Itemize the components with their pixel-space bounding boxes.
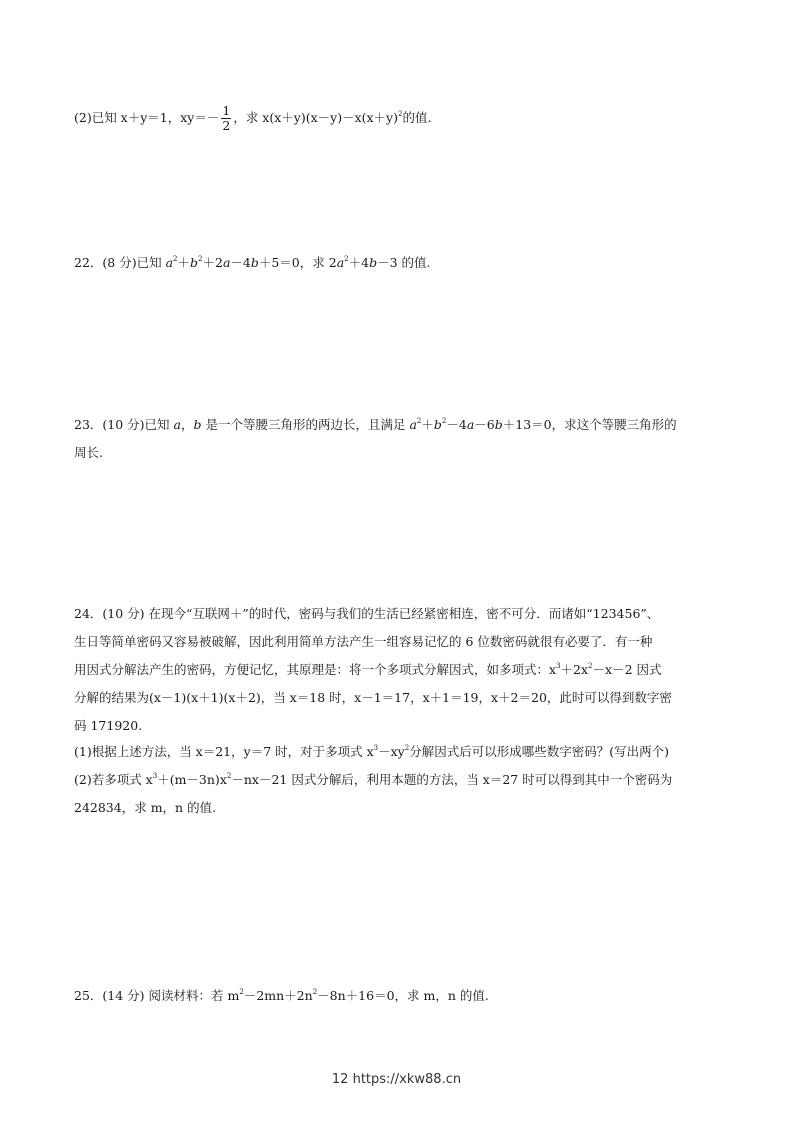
q24-text: ＋(m－3n)x	[157, 772, 227, 787]
var-b: b	[369, 255, 378, 270]
q25-text: －8n＋16＝0，求 m，n 的值.	[317, 988, 489, 1003]
q21p2-suffix-a: ，求 x(x＋y)(x－y)－x(x＋y)	[233, 110, 398, 125]
page-footer: 12 https://xkw88.cn	[331, 1072, 462, 1087]
superscript: 2	[416, 417, 422, 425]
q22-text: ＋2	[202, 255, 223, 270]
q23-text: ＋13＝0，求这个等腰三角形的	[502, 417, 677, 432]
q24-text: (1)根据上述方法，当 x＝21，y＝7 时，对于多项式 x	[74, 744, 374, 759]
question-21-part-2	[74, 104, 733, 133]
var-b: b	[494, 417, 503, 432]
question-24-line-1	[74, 605, 733, 623]
q22-head: 22．(8 分)已知	[74, 255, 166, 270]
superscript: 2	[226, 772, 232, 780]
q24-text: ＋2x	[560, 662, 589, 677]
q22-text: ＋5＝0，求 2	[258, 255, 337, 270]
var-a: a	[409, 417, 417, 432]
superscript: 2	[198, 255, 203, 263]
question-24-line-5	[74, 717, 733, 735]
superscript: 2	[588, 662, 593, 670]
q25-text: 25．(14 分) 阅读材料：若 m	[74, 988, 240, 1003]
q24-text: 242834，求 m，n 的值.	[74, 800, 217, 815]
q22-text: －4	[230, 255, 251, 270]
q24-text: 分解因式后可以形成哪些数字密码？(写出两个)	[409, 744, 669, 759]
q24-text: 24．(10 分) 在现今“互联网＋”的时代，密码与我们的生活已经紧密相连，密不可分．而诸如“123456”、	[74, 606, 660, 621]
var-a: a	[165, 255, 174, 270]
superscript: 2	[344, 255, 349, 263]
q23-text: －6	[474, 417, 495, 432]
question-24-part-2-line-2	[74, 799, 733, 817]
q24-text: 分解的结果为(x－1)(x＋1)(x＋2)，当 x＝18 时，x－1＝17，x＋1＝19，x＋2＝20，此时可以得到数字密	[74, 690, 672, 705]
q23-line2: 周长.	[74, 445, 103, 460]
superscript: 2	[441, 417, 447, 425]
question-24-part-2	[74, 771, 733, 789]
q22-text: －3 的值.	[377, 255, 431, 270]
question-24-line-4	[74, 689, 733, 707]
superscript: 2	[312, 988, 318, 996]
q22-text: ＋4	[348, 255, 370, 270]
question-24-part-1	[74, 743, 733, 761]
q23-text: ＋	[421, 417, 434, 432]
var-b: b	[250, 255, 259, 270]
q24-text: (2)若多项式 x	[74, 772, 153, 787]
var-a: a	[222, 255, 231, 270]
q24-text: 用因式分解法产生的密码，方便记忆，其原理是：将一个多项式分解因式，如多项式：x	[74, 662, 557, 677]
q24-text: －xy	[378, 744, 405, 759]
q24-text: 生日等简单密码又容易被破解，因此利用简单方法产生一组容易记忆的 6 位数密码就很有必要了．有一种	[74, 634, 653, 649]
q24-text: 码 171920.	[74, 718, 143, 733]
q24-text: －nx－21 因式分解后，利用本题的方法，当 x＝27 时可以得到其中一个密码为	[231, 772, 673, 787]
q22-text: ＋	[177, 255, 190, 270]
question-23-line-2	[74, 444, 733, 462]
q23-text: －4	[446, 417, 467, 432]
q24-text: －x－2 因式	[592, 662, 662, 677]
q25-text: －2mn＋2n	[243, 988, 313, 1003]
var-b: b	[190, 255, 199, 270]
q23-text: 是一个等腰三角形的两边长，且满足	[201, 417, 410, 432]
superscript: 2	[173, 255, 178, 263]
var-b: b	[433, 417, 442, 432]
question-22	[74, 254, 733, 272]
fraction-numerator: 1	[222, 103, 231, 118]
superscript: 3	[152, 772, 158, 780]
q21p2-suffix-b: 的值.	[402, 110, 432, 125]
var-a: a	[466, 417, 475, 432]
q23-head: 23．(10 分)已知	[74, 417, 174, 432]
question-23	[74, 416, 733, 434]
question-24-line-3	[74, 661, 733, 679]
question-24-line-2	[74, 633, 733, 651]
var-b: b	[193, 417, 202, 432]
superscript: 3	[556, 662, 561, 670]
fraction-denominator: 2	[222, 118, 231, 133]
var-a: a	[173, 417, 181, 432]
superscript: 2	[404, 744, 410, 752]
q23-text: ，	[180, 417, 194, 432]
q21p2-prefix: (2)已知 x＋y＝1，xy＝－	[74, 110, 220, 125]
superscript: 2	[397, 110, 403, 118]
superscript: 3	[373, 744, 379, 752]
superscript: 2	[239, 988, 244, 996]
question-25	[74, 987, 733, 1005]
fraction-one-half	[221, 104, 231, 133]
var-a: a	[336, 255, 345, 270]
